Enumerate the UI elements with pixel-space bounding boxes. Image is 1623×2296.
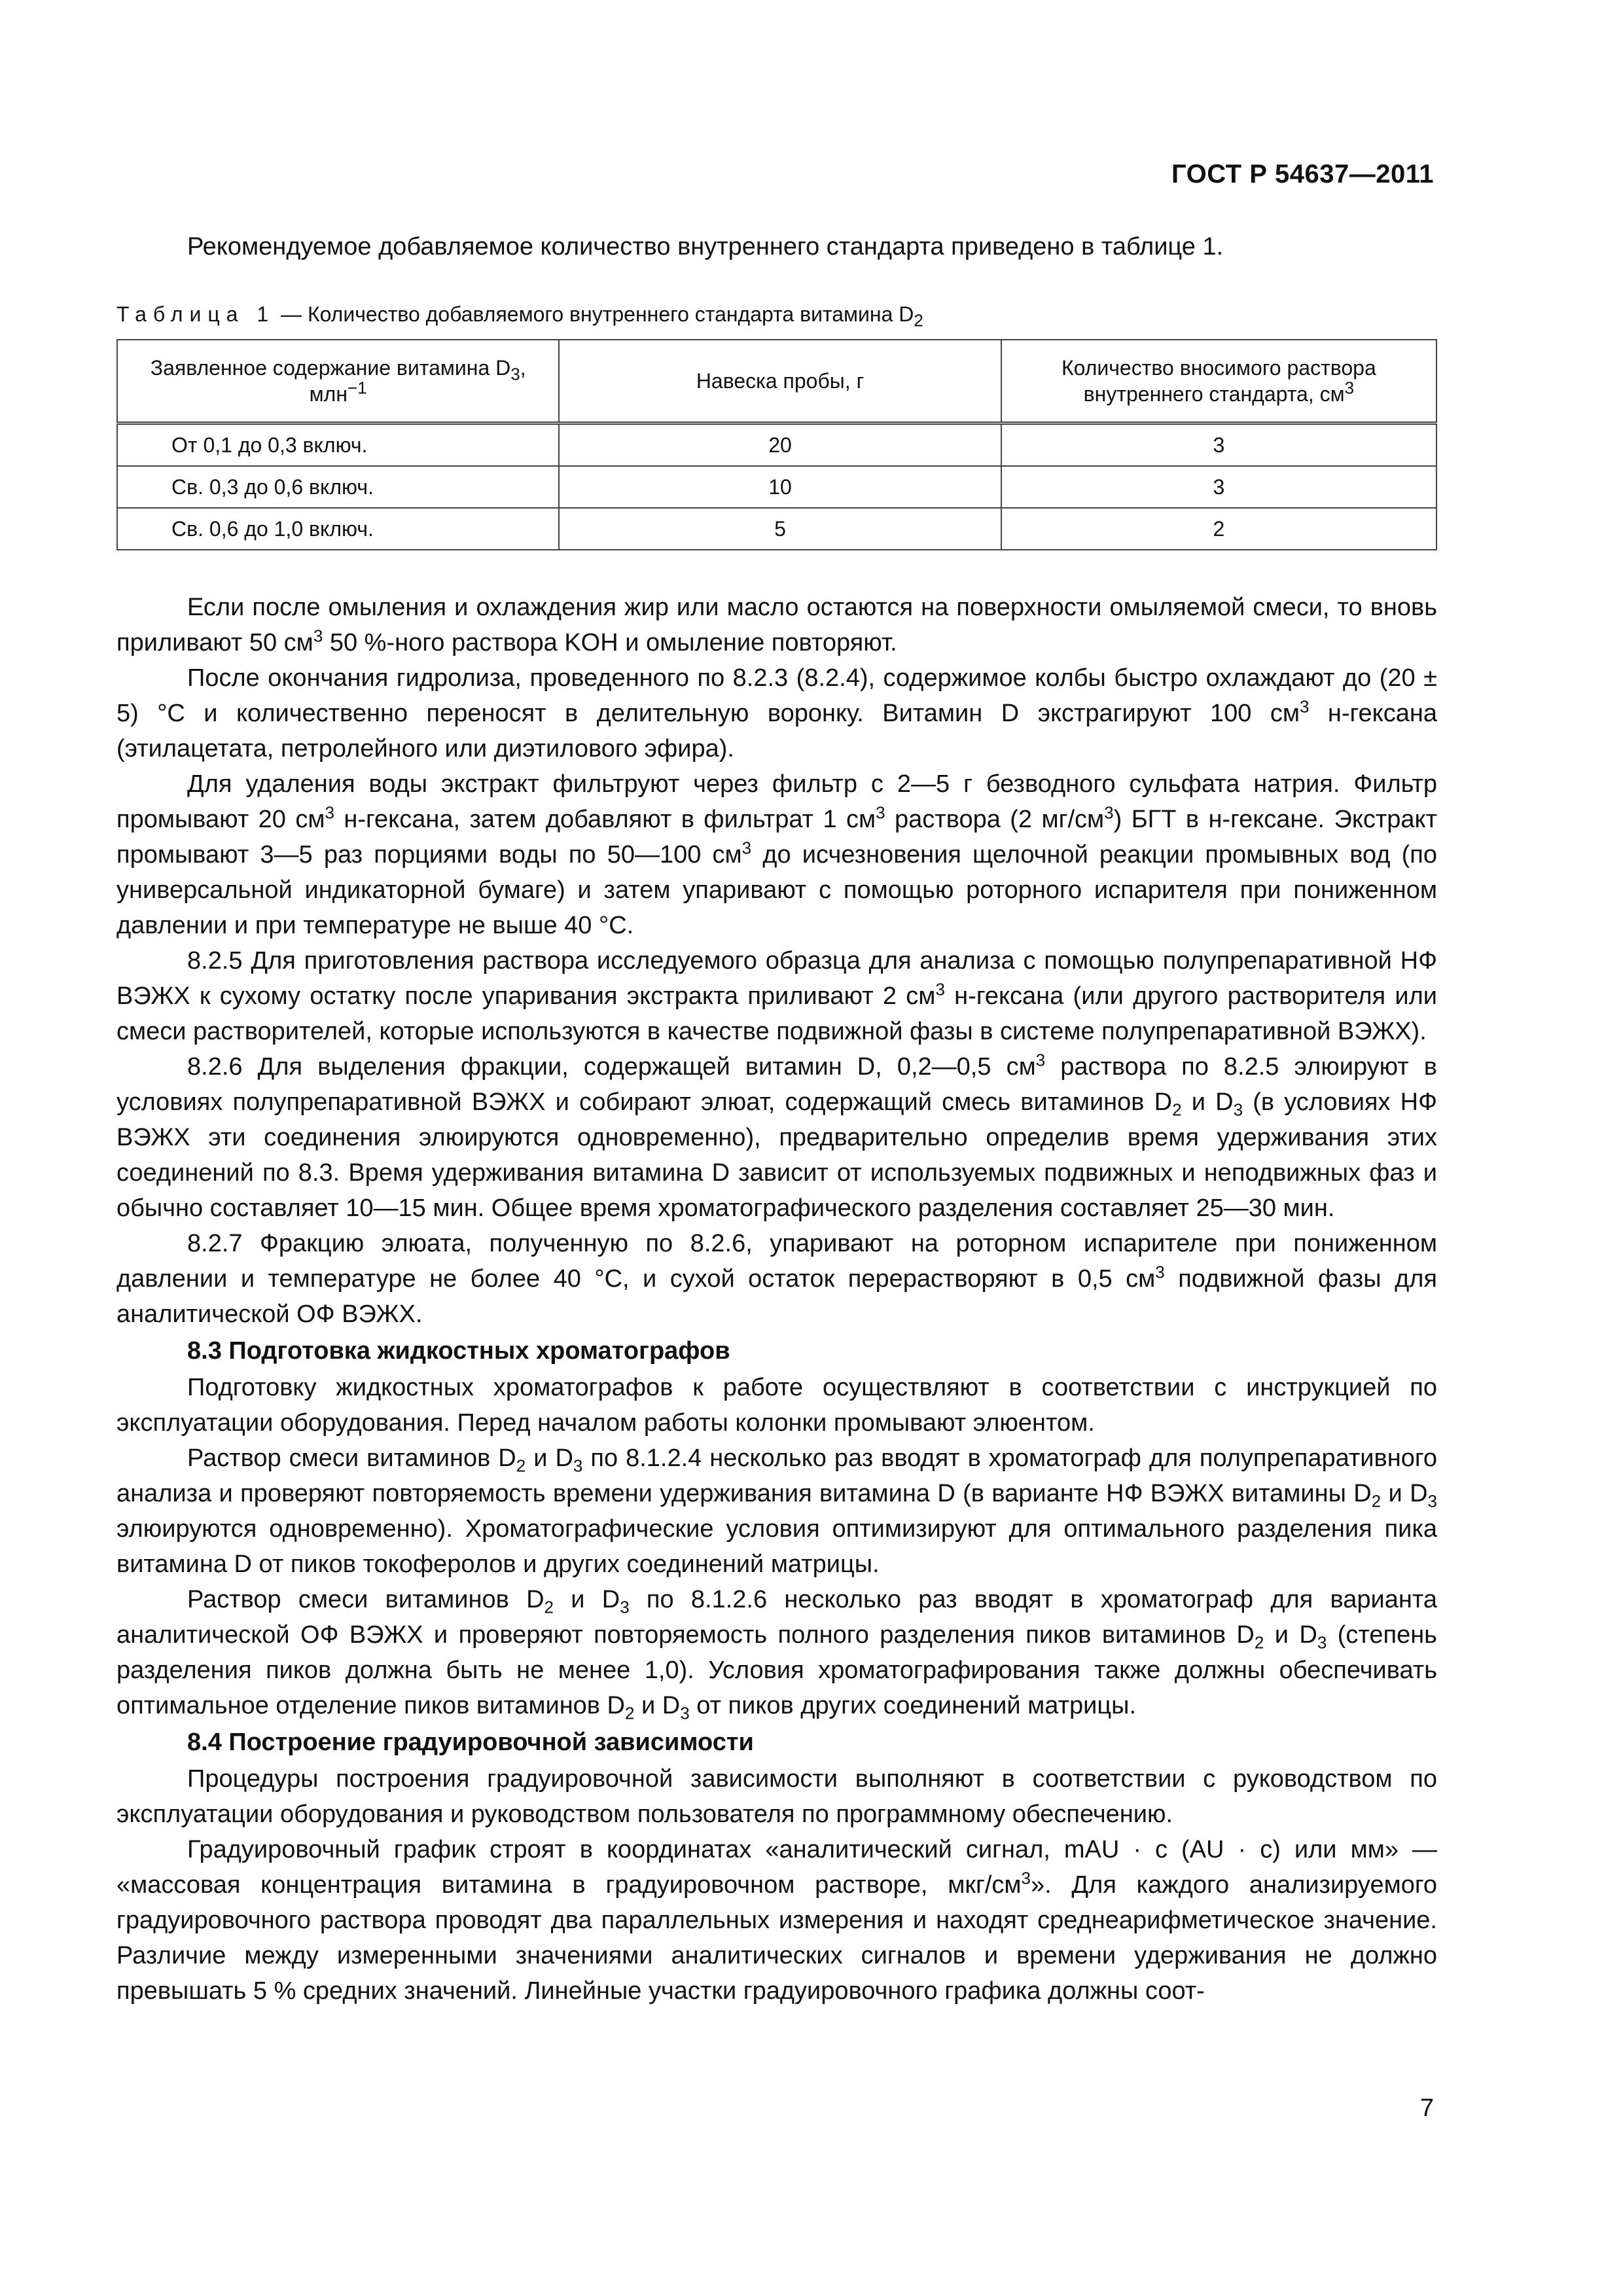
table-title: — Количество добавляемого внутреннего стандарта витамина D <box>275 302 914 326</box>
internal-standard-table <box>116 339 1437 550</box>
table-caption <box>116 300 1437 329</box>
cell-mass: 10 <box>559 466 1001 508</box>
paragraph-filtration: Для удаления воды экстракт фильтруют через фильтр с 2—5 г безводного сульфата натрия. Фильтр промывают 20 $см^3$ н-гексана, затем добавляют в фильтрат 1 $см^3$ раствора (2 $мг/см^3$) БГТ в н-гексане. Экстракт промывают 3—5 раз порциями воды по 50—100 $см^3$ до исчезновения щелочной реакции промывных вод (по универсальной индикаторной бумаге) и затем упаривают с помощью роторного испарителя при пониженном давлении и при температуре не выше 40 °С. <box>116 770 1438 939</box>
cell-amount: 3 <box>1001 466 1436 508</box>
page-body <box>116 229 1437 2009</box>
table-header-row <box>117 340 1436 423</box>
table-label: Таблица 1 <box>116 302 276 326</box>
section-heading-8-3: 8.3 Подготовка жидкостных хроматографов <box>187 1337 730 1365</box>
cell-range: Св. 0,6 до 1,0 включ. <box>117 508 559 550</box>
document-id: ГОСТ Р 54637—2011 <box>1171 160 1434 188</box>
cell-amount: 3 <box>1001 423 1436 467</box>
paragraph-8-2-5: 8.2.5 Для приготовления раствора исследуемого образца для анализа с помощью полупрепаративной НФ ВЭЖХ к сухому остатку после упаривания экстракта приливают 2 $см^3$ н-гексана (или другого растворителя или смеси растворителей, которые используются в качестве подвижной фазы в системе полупрепаративной ВЭЖХ). <box>116 947 1437 1045</box>
column-header-mass: Навеска пробы, г <box>559 340 1001 423</box>
paragraph-extraction: После окончания гидролиза, проведенного по 8.2.3 (8.2.4), содержимое колбы быстро охлаждают до (20 ± 5) °С и количественно переносят в делительную воронку. Витамин D экстрагируют 100 $см^3$ н-гексана (этилацетата, петролейного или диэтилового эфира). <box>116 664 1437 762</box>
paragraph-preparation: Подготовку жидкостных хроматографов к работе осуществляют в соответствии с инструкцией по эксплуатации оборудования. Перед началом работы колонки промывают элюентом. <box>116 1374 1437 1437</box>
cell-mass: 5 <box>559 508 1001 550</box>
paragraph-calibration: Градуировочный график строят в координатах «аналитический сигнал, mAU · с (AU · с) или мм» — «массовая концентрация витамина в градуировочном растворе, мкг/$см^3$». Для каждого анализируемого градуировочного раствора проводят два параллельных измерения и находят среднеарифметическое значение. Различие между измеренными значениями аналитических сигналов и времени удерживания не должно превышать 5 % средних значений. Линейные участки градуировочного графика должны соот- <box>116 1836 1437 2005</box>
cell-mass: 20 <box>559 423 1001 467</box>
intro-paragraph: Рекомендуемое добавляемое количество внутреннего стандарта приведено в таблице 1. <box>187 233 1224 260</box>
paragraph-analytical: Раствор смеси витаминов $D_2$ и $D_3$ по 8.1.2.6 несколько раз вводят в хроматограф для варианта аналитической ОФ ВЭЖХ и проверяют повторяемость полного разделения пиков витаминов $D_2$ и $D_3$ (степень разделения пиков должна быть не менее 1,0). Условия хроматографирования также должны обеспечивать оптимальное отделение пиков витаминов $D_2$ и $D_3$ от пиков других соединений матрицы. <box>116 1586 1437 1723</box>
table-row <box>117 423 1436 467</box>
cell-range: От 0,1 до 0,3 включ. <box>117 423 559 467</box>
section-heading-8-4: 8.4 Построение градуировочной зависимости <box>187 1729 754 1756</box>
column-header-amount: Количество вносимого раствора внутреннего стандарта, $см^3$ <box>1001 340 1436 423</box>
page-number: 7 <box>1419 2094 1434 2122</box>
table-row <box>117 508 1436 550</box>
paragraph-8-2-7: 8.2.7 Фракцию элюата, полученную по 8.2.6, упаривают на роторном испарителе при пониженном давлении и температуре не более 40 °С, и сухой остаток перерастворяют в 0,5 $см^3$ подвижной фазы для аналитической ОФ ВЭЖХ. <box>116 1230 1438 1328</box>
table-row <box>117 466 1436 508</box>
paragraph-8-2-6: 8.2.6 Для выделения фракции, содержащей витамин D, 0,2—0,5 $см^3$ раствора по 8.2.5 элюируют в условиях полупрепаративной ВЭЖХ и собирают элюат, содержащий смесь витаминов $D_2$ и $D_3$ (в условиях НФ ВЭЖХ эти соединения элюируются одновременно), предварительно определив время удерживания этих соединений по 8.3. Время удерживания витамина D зависит от используемых подвижных и неподвижных фаз и обычно составляет 10—15 мин. Общее время хроматографического разделения составляет 25—30 мин. <box>116 1050 1437 1222</box>
paragraph-procedures: Процедуры построения градуировочной зависимости выполняют в соответствии с руководством по эксплуатации оборудования и руководством пользователя по программному обеспечению. <box>116 1765 1437 1828</box>
cell-range: Св. 0,3 до 0,6 включ. <box>117 466 559 508</box>
paragraph-resaponification: Если после омыления и охлаждения жир или масло остаются на поверхности омыляемой смеси, то вновь приливают 50 $см^3$ 50 %-ного раствора KOH и омыление повторяют. <box>116 594 1437 656</box>
column-header-content: Заявленное содержание витамина $D_3$, млн$^{-1}$ <box>117 340 559 423</box>
cell-amount: 2 <box>1001 508 1436 550</box>
table-title-sub: 2 <box>914 310 923 331</box>
paragraph-semiprep: Раствор смеси витаминов $D_2$ и $D_3$ по 8.1.2.4 несколько раз вводят в хроматограф для полупрепаративного анализа и проверяют повторяемость времени удерживания витамина D (в варианте НФ ВЭЖХ витамины $D_2$ и $D_3$ элюируются одновременно). Хроматографические условия оптимизируют для оптимального разделения пика витамина D от пиков токоферолов и других соединений матрицы. <box>116 1444 1438 1578</box>
